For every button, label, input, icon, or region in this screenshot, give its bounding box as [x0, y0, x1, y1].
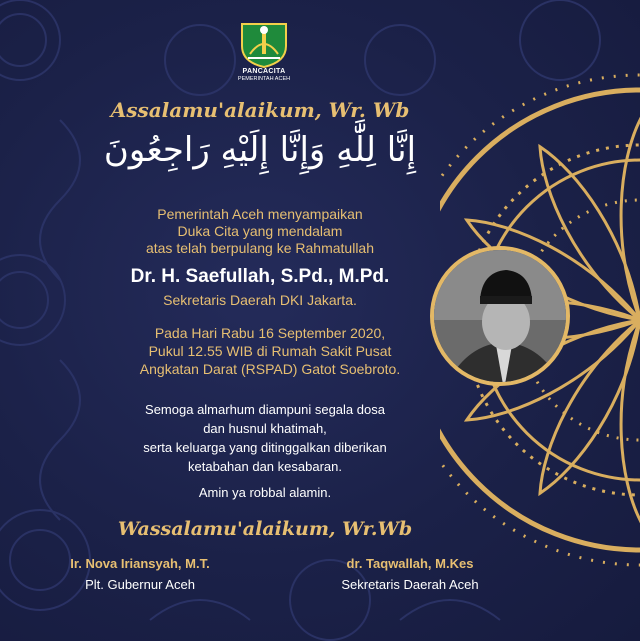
details	[90, 324, 450, 378]
greeting-open: Assalamu'alaikum, Wr. Wb	[110, 98, 410, 122]
prayer-line-4: ketabahan dan kesabaran.	[188, 459, 342, 474]
signatory-2-name: dr. Taqwallah, M.Kes	[346, 556, 474, 571]
details-line-3: Angkatan Darat (RSPAD) Gatot Soebroto.	[139, 361, 401, 377]
signatory-1-title: Plt. Gubernur Aceh	[85, 577, 195, 592]
announcement-line-3: atas telah berpulang ke Rahmatullah	[145, 240, 375, 256]
shield-icon	[238, 20, 290, 68]
details-line-2: Pukul 12.55 WIB di Rumah Sakit Pusat	[148, 343, 392, 359]
signatory-2	[300, 556, 520, 592]
deceased-name: Dr. H. Saefullah, S.Pd., M.Pd.	[130, 266, 390, 287]
announcement-line-1: Pemerintah Aceh menyampaikan	[157, 206, 363, 222]
logo-subtitle: PEMERINTAH ACEH	[237, 76, 291, 82]
announcement-line-2: Duka Cita yang mendalam	[177, 223, 343, 239]
prayer	[90, 400, 440, 476]
deceased-photo	[430, 246, 570, 386]
pancacita-logo	[228, 20, 300, 90]
signatory-2-title: Sekretaris Daerah Aceh	[341, 577, 479, 592]
signatory-1-name: Ir. Nova Iriansyah, M.T.	[70, 556, 210, 571]
amin-text: Amin ya robbal alamin.	[198, 485, 332, 500]
announcement	[90, 206, 430, 257]
deceased-position: Sekretaris Daerah DKI Jakarta.	[163, 292, 357, 308]
signatory-1	[30, 556, 250, 592]
arabic-calligraphy: إِنَّا لِلَّٰهِ وَإِنَّا إِلَيْهِ رَاجِعُونَ	[103, 130, 417, 170]
details-line-1: Pada Hari Rabu 16 September 2020,	[154, 325, 386, 341]
greeting-close: Wassalamu'alaikum, Wr.Wb	[117, 518, 413, 540]
logo-title: PANCACITA	[242, 68, 286, 75]
prayer-line-1: Semoga almarhum diampuni segala dosa	[145, 402, 385, 417]
prayer-line-3: serta keluarga yang ditinggalkan diberikan	[143, 440, 387, 455]
prayer-line-2: dan husnul khatimah,	[203, 421, 327, 436]
